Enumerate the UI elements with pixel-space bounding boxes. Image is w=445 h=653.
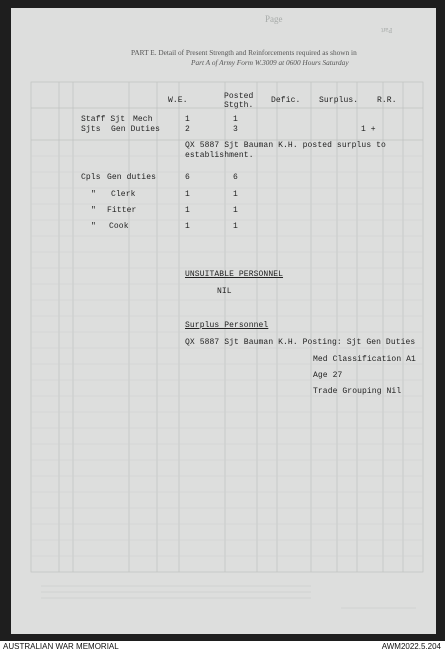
col-surplus-heading: Surplus. bbox=[319, 96, 359, 105]
row-trade: Cook bbox=[109, 222, 129, 231]
row-we-value: 1 bbox=[185, 222, 190, 231]
row-rank: Sjts bbox=[81, 125, 101, 134]
col-we-heading: W.E. bbox=[168, 96, 188, 105]
row-posted-value: 3 bbox=[233, 125, 238, 134]
row-rank: Cpls bbox=[81, 173, 101, 182]
row-rank: " bbox=[91, 206, 96, 215]
row-we-value: 6 bbox=[185, 173, 190, 182]
bleed-through-stamp: Page bbox=[265, 14, 283, 24]
row-posted-value: 1 bbox=[233, 115, 238, 124]
surplus-heading: Surplus Personnel bbox=[185, 321, 269, 330]
form-part-title: PART E. Detail of Present Strength and Reinforcements required as shown in bbox=[131, 48, 357, 57]
row-posted-value: 1 bbox=[233, 222, 238, 231]
row-we-value: 1 bbox=[185, 190, 190, 199]
unsuitable-value: NIL bbox=[217, 287, 232, 296]
surplus-detail: Age 27 bbox=[313, 371, 343, 380]
unsuitable-heading: UNSUITABLE PERSONNEL bbox=[185, 270, 284, 279]
archive-reference: AWM2022.5.204 bbox=[381, 642, 441, 651]
col-posted-strength-heading: Posted Stgth. bbox=[224, 92, 254, 110]
archive-caption-bar bbox=[0, 641, 445, 653]
row-trade: Clerk bbox=[111, 190, 136, 199]
row-posted-value: 6 bbox=[233, 173, 238, 182]
row-we-value: 2 bbox=[185, 125, 190, 134]
form-part-subtitle: Part A of Army Form W.3009 at 0600 Hours Saturday bbox=[191, 58, 349, 67]
row-we-value: 1 bbox=[185, 115, 190, 124]
surplus-detail: Trade Grouping Nil bbox=[313, 387, 402, 396]
row-rank: Staff Sjt bbox=[81, 115, 126, 124]
row-we-value: 1 bbox=[185, 206, 190, 215]
row-rank: " bbox=[91, 222, 96, 231]
row-posted-value: 1 bbox=[233, 190, 238, 199]
posting-note: QX 5887 Sjt Bauman K.H. posted surplus to establishment. bbox=[185, 141, 386, 160]
row-trade: Mech bbox=[133, 115, 153, 124]
surplus-detail: Med Classification A1 bbox=[313, 355, 416, 364]
row-trade: Fitter bbox=[107, 206, 137, 215]
col-remarks-heading: R.R. bbox=[377, 96, 397, 105]
document-page bbox=[11, 8, 436, 634]
row-trade: Gen duties bbox=[107, 173, 157, 182]
archive-name: AUSTRALIAN WAR MEMORIAL bbox=[3, 642, 119, 651]
surplus-entry: QX 5887 Sjt Bauman K.H. Posting: Sjt Gen Duties bbox=[185, 338, 416, 347]
row-trade: Gen Duties bbox=[111, 125, 161, 134]
row-rank: " bbox=[91, 190, 96, 199]
row-posted-value: 1 bbox=[233, 206, 238, 215]
bleed-through-text: Part bbox=[381, 26, 393, 34]
col-deficiency-heading: Defic. bbox=[271, 96, 301, 105]
row-surplus-value: 1 + bbox=[361, 125, 376, 134]
